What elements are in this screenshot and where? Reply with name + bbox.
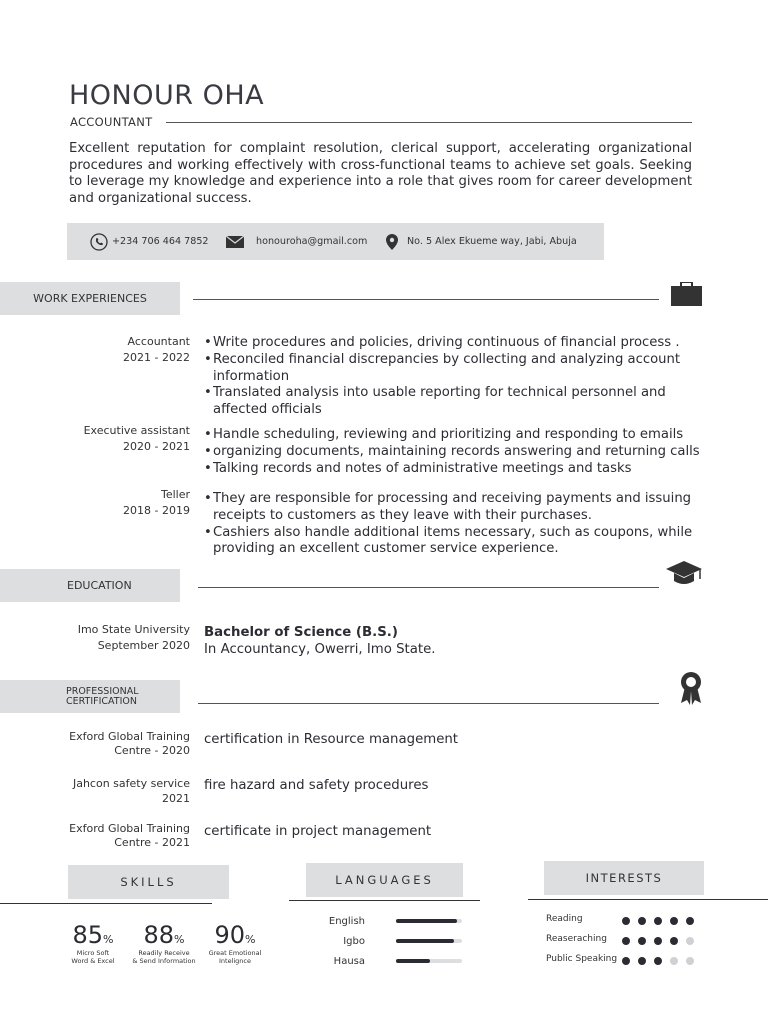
- contact-email[interactable]: honouroha@gmail.com: [256, 236, 368, 247]
- skill-stat: [202, 921, 268, 965]
- section-certification-heading: [0, 680, 180, 713]
- language-bar-fill: [396, 919, 457, 923]
- skills-heading-label: SKILLS: [120, 875, 177, 889]
- language-bar: [396, 919, 462, 923]
- interest-dot-filled: [638, 957, 646, 965]
- interest-dot-filled: [638, 917, 646, 925]
- certification-divider: [198, 703, 659, 704]
- interest-dot-empty: [686, 937, 694, 945]
- job-bullets: [204, 427, 744, 477]
- education-divider: [198, 587, 659, 588]
- contact-address: No. 5 Alex Ekueme way, Jabi, Abuja: [407, 236, 577, 247]
- skill-unit: %: [103, 933, 114, 946]
- phone-icon: [90, 233, 108, 251]
- skill-unit: %: [174, 933, 185, 946]
- skill-label-line: Great Emotional: [208, 949, 262, 957]
- skill-value: 85: [72, 921, 104, 949]
- interest-dots: [622, 910, 702, 929]
- skill-unit: %: [245, 933, 256, 946]
- cert-org-line: Centre - 2021: [114, 836, 190, 849]
- language-bar-fill: [396, 959, 430, 963]
- language-name: English: [328, 915, 365, 927]
- job-meta: [60, 423, 190, 455]
- interest-name: Public Speaking: [546, 954, 618, 964]
- certification-heading-line2: CERTIFICATION: [66, 695, 137, 707]
- skill-value: 90: [214, 921, 246, 949]
- section-languages-heading: [306, 863, 463, 897]
- skill-label: [126, 949, 202, 965]
- skill-label-line: Micro Soft: [76, 949, 110, 957]
- job-bullet: • organizing documents, maintaining records answering and returning calls: [204, 444, 744, 461]
- skill-label-line: Word & Excel: [71, 957, 115, 965]
- job-bullet: • Cashiers also handle additional items necessary, such as coupons, while providing an excellent customer service experience.: [204, 525, 719, 559]
- award-ribbon-icon: [679, 671, 703, 709]
- education-school: Imo State University: [77, 623, 190, 636]
- graduation-cap-icon: [665, 559, 703, 593]
- job-meta: [60, 334, 190, 366]
- language-bar: [396, 939, 462, 943]
- skill-label: [60, 949, 126, 965]
- interest-row: [546, 929, 702, 949]
- certification-heading-line1: PROFESSIONAL: [66, 685, 139, 697]
- job-years: 2021 - 2022: [123, 351, 190, 364]
- interest-row: [546, 949, 702, 969]
- job-bullet: • Translated analysis into usable reporting for technical personnel and affected officials: [204, 385, 713, 419]
- interests-heading-label: INTERESTS: [585, 871, 663, 885]
- interest-name: Reading: [546, 914, 583, 924]
- interest-dot-filled: [622, 957, 630, 965]
- cert-org-line: Exford Global Training: [69, 730, 190, 743]
- header-divider: [166, 122, 692, 123]
- section-skills-heading: [68, 865, 229, 899]
- cert-org: [30, 776, 190, 806]
- interest-dots: [622, 950, 702, 969]
- skill-stat: [60, 921, 126, 965]
- candidate-name: HONOUR OHA: [69, 80, 265, 111]
- cert-org: [30, 730, 190, 758]
- cert-org-line: Exford Global Training: [69, 822, 190, 835]
- interest-dot-filled: [654, 957, 662, 965]
- section-interests-heading: [544, 861, 704, 895]
- languages-divider: [289, 900, 480, 901]
- interest-dots: [622, 930, 702, 949]
- contact-phone[interactable]: +234 706 464 7852: [112, 236, 209, 247]
- language-bar: [396, 959, 462, 963]
- job-bullets: [204, 491, 719, 558]
- cert-org-line: 2021: [162, 792, 190, 805]
- education-date: September 2020: [97, 639, 190, 652]
- interest-list: [546, 909, 702, 969]
- interest-dot-filled: [670, 937, 678, 945]
- job-bullet: • Handle scheduling, reviewing and prioritizing and responding to emails: [204, 427, 744, 444]
- skill-percent: [202, 921, 268, 949]
- cert-org-line: Jahcon safety service: [72, 777, 190, 790]
- education-degree: Bachelor of Science (B.S.): [204, 625, 398, 640]
- job-meta: [60, 487, 190, 519]
- section-work-heading: [0, 282, 180, 315]
- cert-title: certificate in project management: [204, 824, 432, 839]
- job-title: Accountant: [127, 335, 190, 348]
- contact-bar: [67, 223, 604, 260]
- skill-label: [202, 949, 268, 965]
- job-bullet: • They are responsible for processing and receiving payments and issuing receipts to customers as they leave with their purchases.: [204, 491, 719, 525]
- email-icon: [226, 236, 244, 248]
- skill-label-line: Readily Receive: [138, 949, 190, 957]
- education-meta: [40, 622, 190, 654]
- interest-dot-filled: [686, 917, 694, 925]
- job-bullet: • Reconciled financial discrepancies by collecting and analyzing account information: [204, 352, 723, 386]
- candidate-role: ACCOUNTANT: [70, 115, 153, 129]
- section-education-heading: [0, 569, 180, 602]
- language-list: [305, 911, 462, 971]
- skill-label-line: & Send Information: [132, 957, 196, 965]
- language-bar-fill: [396, 939, 454, 943]
- interest-row: [546, 909, 702, 929]
- language-name: Igbo: [343, 935, 365, 947]
- briefcase-icon: [671, 282, 702, 310]
- interest-dot-filled: [654, 937, 662, 945]
- job-years: 2018 - 2019: [123, 504, 190, 517]
- interests-divider: [528, 899, 768, 900]
- job-bullet: • Write procedures and policies, driving continuous of financial process .: [204, 335, 734, 352]
- language-row: [305, 931, 462, 951]
- skill-percent: [60, 921, 126, 949]
- work-heading-label: WORK EXPERIENCES: [33, 292, 147, 305]
- job-years: 2020 - 2021: [123, 440, 190, 453]
- languages-heading-label: LANGUAGES: [335, 873, 434, 887]
- skill-label-line: Intelignce: [218, 957, 251, 965]
- skill-stat: [126, 921, 202, 965]
- cert-title: certification in Resource management: [204, 732, 459, 747]
- skills-divider: [0, 903, 212, 904]
- language-name: Hausa: [333, 955, 365, 967]
- education-detail: In Accountancy, Owerri, Imo State.: [204, 642, 436, 657]
- skill-percent: [126, 921, 202, 949]
- work-divider: [193, 299, 659, 300]
- interest-dot-empty: [670, 957, 678, 965]
- interest-dot-filled: [670, 917, 678, 925]
- interest-dot-filled: [622, 917, 630, 925]
- interest-dot-empty: [686, 957, 694, 965]
- job-title: Executive assistant: [83, 424, 190, 437]
- language-row: [305, 951, 462, 971]
- cert-org: [30, 822, 190, 850]
- profile-summary: Excellent reputation for complaint resolution, clerical support, accelerating organizational procedures and working effectively with cross-functional teams to achieve set goals. Seeking to leverage my knowledge and experience into a role that gives room for career development and organizational success.: [69, 141, 692, 206]
- language-row: [305, 911, 462, 931]
- cert-org-line: Centre - 2020: [114, 744, 190, 757]
- interest-name: Reaseraching: [546, 934, 607, 944]
- interest-dot-filled: [638, 937, 646, 945]
- education-heading-label: EDUCATION: [67, 579, 132, 592]
- interest-dot-filled: [622, 937, 630, 945]
- cert-title: fire hazard and safety procedures: [204, 778, 429, 793]
- location-pin-icon: [386, 234, 398, 250]
- job-bullet: • Talking records and notes of administrative meetings and tasks: [204, 461, 744, 478]
- job-title: Teller: [160, 488, 190, 501]
- job-bullets: [204, 335, 734, 419]
- skill-value: 88: [143, 921, 175, 949]
- interest-dot-filled: [654, 917, 662, 925]
